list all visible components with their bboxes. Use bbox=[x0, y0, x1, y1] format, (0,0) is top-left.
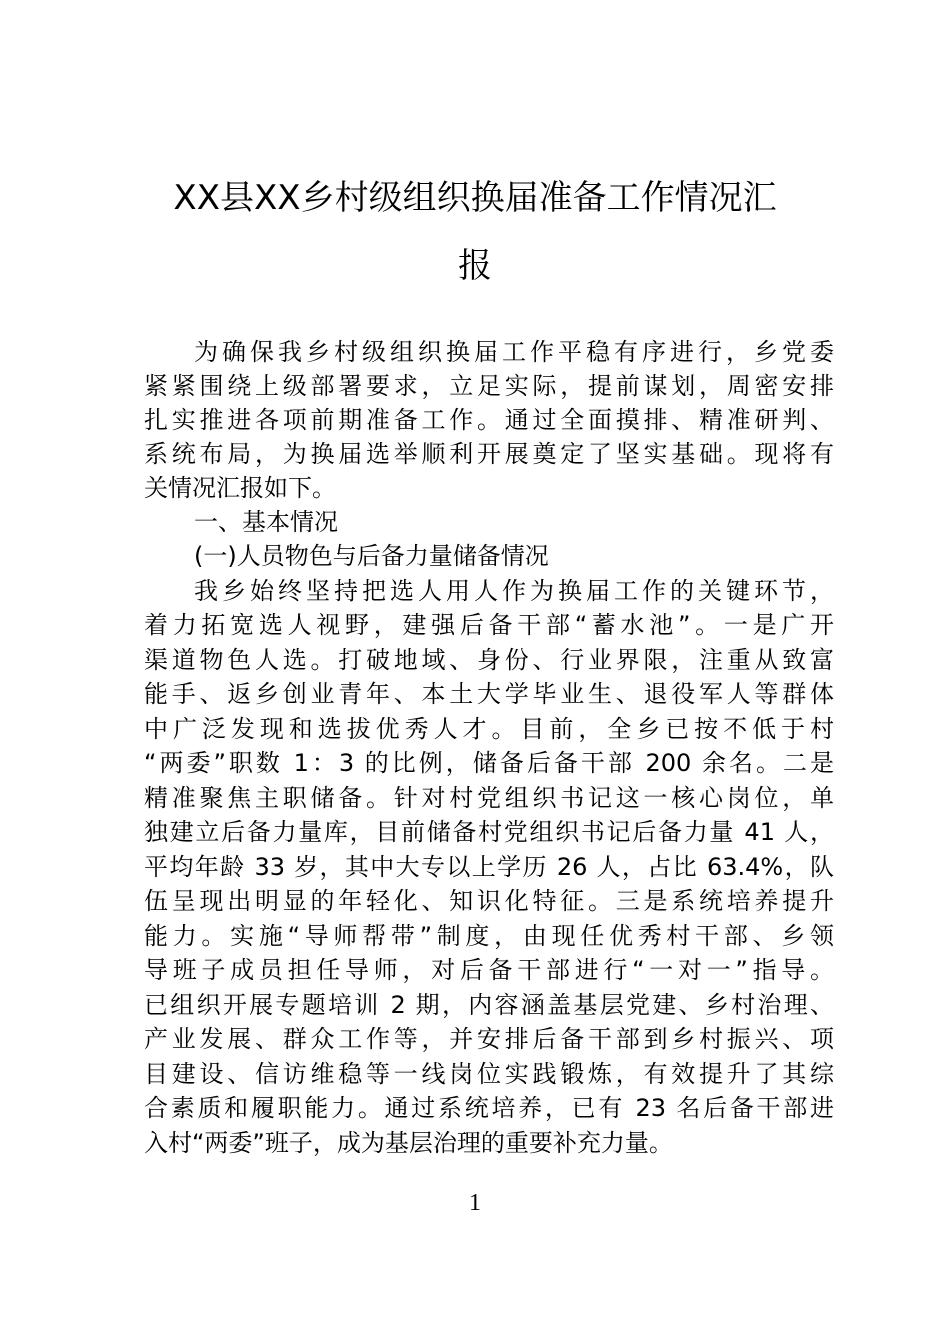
body-line: 精准聚焦主职储备。针对村党组织书记这一核心岗位，单 bbox=[144, 784, 834, 812]
body-line: 入村“两委”班子，成为基层治理的重要补充力量。 bbox=[144, 1129, 673, 1157]
body-line: 紧紧围绕上级部署要求，立足实际，提前谋划，周密安排 bbox=[144, 372, 834, 400]
body-line: 产业发展、群众工作等，并安排后备干部到乡村振兴、项 bbox=[144, 1025, 834, 1053]
body-line: 导班子成员担任导师，对后备干部进行“一对一”指导。 bbox=[144, 956, 834, 984]
body-line: 伍呈现出明显的年轻化、知识化特征。三是系统培养提升 bbox=[144, 887, 834, 915]
body-line: 平均年龄 33 岁，其中大专以上学历 26 人，占比 63.4%，队 bbox=[144, 853, 834, 881]
body-line: 我乡始终坚持把选人用人作为换届工作的关键环节， bbox=[194, 577, 834, 605]
document-title-line-2: 报 bbox=[458, 246, 492, 286]
body-line: 目建设、信访维稳等一线岗位实践锻炼，有效提升了其综 bbox=[144, 1060, 834, 1088]
body-line: 合素质和履职能力。通过系统培养，已有 23 名后备干部进 bbox=[144, 1094, 834, 1122]
body-line: 独建立后备力量库，目前储备村党组织书记后备力量 41 人， bbox=[144, 818, 834, 846]
body-line: 关情况汇报如下。 bbox=[144, 474, 336, 502]
body-line: 扎实推进各项前期准备工作。通过全面摸排、精准研判、 bbox=[144, 406, 834, 434]
body-line: 中广泛发现和选拔优秀人才。目前，全乡已按不低于村 bbox=[144, 715, 834, 743]
body-line: 能力。实施“导师帮带”制度，由现任优秀村干部、乡领 bbox=[144, 922, 834, 950]
body-line: “两委”职数 1：3 的比例，储备后备干部 200 余名。二是 bbox=[144, 749, 834, 777]
body-line: 渠道物色人选。打破地域、身份、行业界限，注重从致富 bbox=[144, 646, 834, 674]
section-heading: 一、基本情况 bbox=[194, 508, 338, 536]
body-line: 已组织开展专题培训 2 期，内容涵盖基层党建、乡村治理、 bbox=[144, 991, 834, 1019]
document-title-line-1: XX县XX乡村级组织换届准备工作情况汇 bbox=[173, 178, 777, 218]
page-number: 1 bbox=[469, 1190, 481, 1216]
body-line: 能手、返乡创业青年、本土大学毕业生、退役军人等群体 bbox=[144, 680, 834, 708]
body-line: 着力拓宽选人视野，建强后备干部“蓄水池”。一是广开 bbox=[144, 611, 834, 639]
body-line: 为确保我乡村级组织换届工作平稳有序进行，乡党委 bbox=[194, 338, 834, 366]
body-line: 系统布局，为换届选举顺利开展奠定了坚实基础。现将有 bbox=[144, 440, 834, 468]
subsection-heading: (一)人员物色与后备力量储备情况 bbox=[194, 542, 549, 570]
